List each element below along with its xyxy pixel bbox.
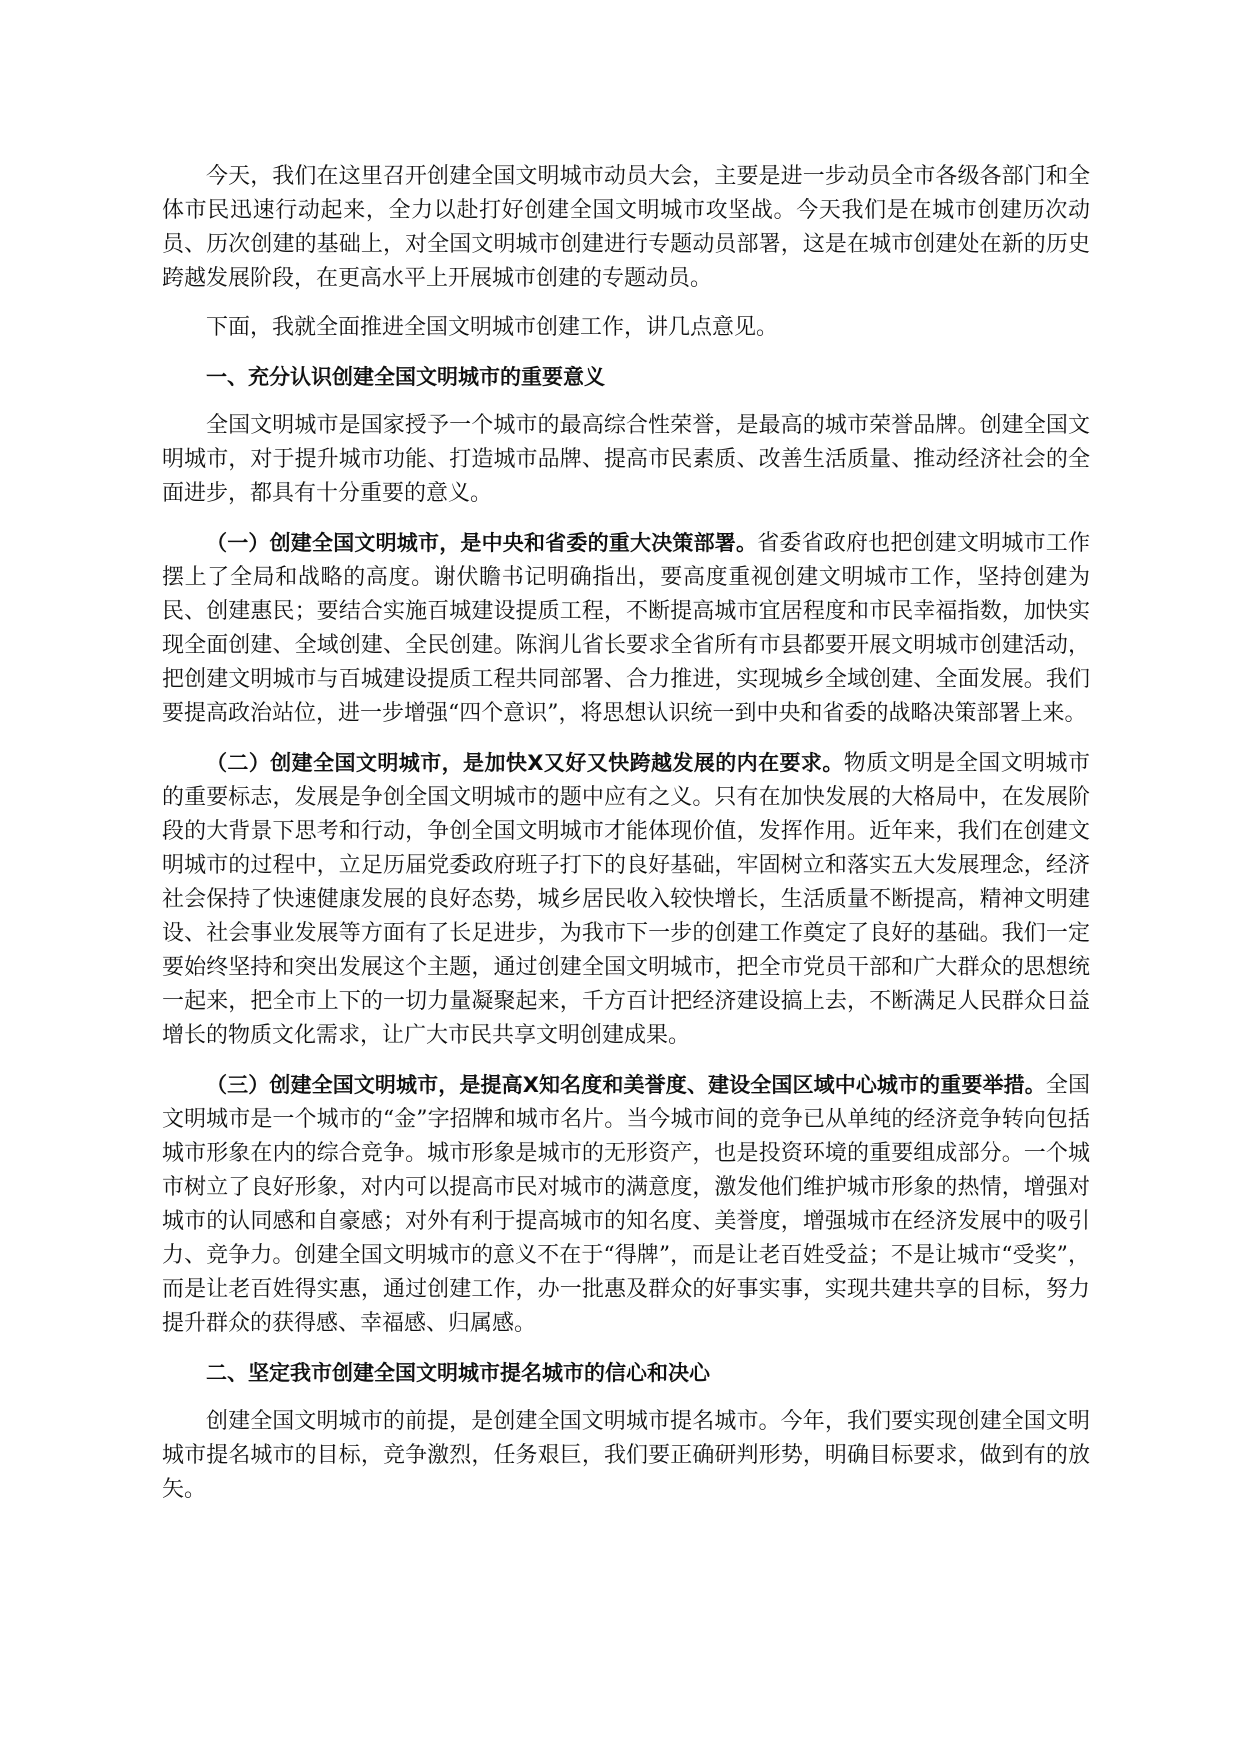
section-1-heading: 一、充分认识创建全国文明城市的重要意义 [206,365,605,389]
section-1-item-2-body: 物质文明是全国文明城市的重要标志，发展是争创全国文明城市的题中应有之义。只有在加快发展的大格局中，在发展阶段的大背景下思考和行动，争创全国文明城市才能体现价值，发挥作用。近年来，我们在创建文明城市的过程中，立足历届党委政府班子打下的良好基础，牢固树立和落实五大发展理念，经济社会保持了快速健康发展的良好态势，城乡居民收入较快增长，生活质量不断提高，精神文明建设、社会事业发展等方面有了长足进步，为我市下一步的创建工作奠定了良好的基础。我们一定要始终坚持和突出发展这个主题，通过创建全国文明城市，把全市党员干部和广大群众的思想统一起来，把全市上下的一切力量凝聚起来，千方百计把经济建设搞上去，不断满足人民群众日益增长的物质文化需求，让广大市民共享文明创建成果。 [162,751,1090,1048]
section-1-item-3 [162,1068,1090,1341]
section-2-heading: 二、坚定我市创建全国文明城市提名城市的信心和决心 [206,1361,710,1385]
section-2-intro-paragraph: 创建全国文明城市的前提，是创建全国文明城市提名城市。今年，我们要实现创建全国文明城市提名城市的目标，竞争激烈，任务艰巨，我们要正确研判形势，明确目标要求，做到有的放矢。 [162,1409,1090,1502]
section-1-item-1-lead: （一）创建全国文明城市，是中央和省委的重大决策部署。 [206,531,758,555]
section-1-intro-paragraph: 全国文明城市是国家授予一个城市的最高综合性荣誉，是最高的城市荣誉品牌。创建全国文明城市，对于提升城市功能、打造城市品牌、提高市民素质、改善生活质量、推动经济社会的全面进步，都具有十分重要的意义。 [162,413,1090,506]
section-1-item-2-lead: （二）创建全国文明城市，是加快X又好又快跨越发展的内在要求。 [206,751,844,775]
section-1-item-1-body: 省委省政府也把创建文明城市工作摆上了全局和战略的高度。谢伏瞻书记明确指出，要高度重视创建文明城市工作，坚持创建为民、创建惠民；要结合实施百城建设提质工程，不断提高城市宜居程度和市民幸福指数，加快实现全面创建、全域创建、全民创建。陈润儿省长要求全省所有市县都要开展文明城市创建活动，把创建文明城市与百城建设提质工程共同部署、合力推进，实现城乡全域创建、全面发展。我们要提高政治站位，进一步增强“四个意识”，将思想认识统一到中央和省委的战略决策部署上来。 [162,531,1090,726]
section-1-item-3-lead: （三）创建全国文明城市，是提高X知名度和美誉度、建设全国区域中心城市的重要举措。 [206,1073,1046,1097]
section-1-item-1 [162,526,1090,731]
intro-transition-paragraph: 下面，我就全面推进全国文明城市创建工作，讲几点意见。 [206,315,779,340]
intro-paragraph: 今天，我们在这里召开创建全国文明城市动员大会，主要是进一步动员全市各级各部门和全体市民迅速行动起来，全力以赴打好创建全国文明城市攻坚战。今天我们是在城市创建历次动员、历次创建的基础上，对全国文明城市创建进行专题动员部署，这是在城市创建处在新的历史跨越发展阶段，在更高水平上开展城市创建的专题动员。 [162,164,1090,291]
document-body [162,160,1090,1522]
section-1-item-3-body: 全国文明城市是一个城市的“金”字招牌和城市名片。当今城市间的竞争已从单纯的经济竞争转向包括城市形象在内的综合竞争。城市形象是城市的无形资产，也是投资环境的重要组成部分。一个城市树立了良好形象，对内可以提高市民对城市的满意度，激发他们维护城市形象的热情，增强对城市的认同感和自豪感；对外有利于提高城市的知名度、美誉度，增强城市在经济发展中的吸引力、竞争力。创建全国文明城市的意义不在于“得牌”，而是让老百姓受益；不是让城市“受奖”，而是让老百姓得实惠，通过创建工作，办一批惠及群众的好事实事，实现共建共享的目标，努力提升群众的获得感、幸福感、归属感。 [162,1073,1090,1336]
section-1-item-2 [162,746,1090,1053]
